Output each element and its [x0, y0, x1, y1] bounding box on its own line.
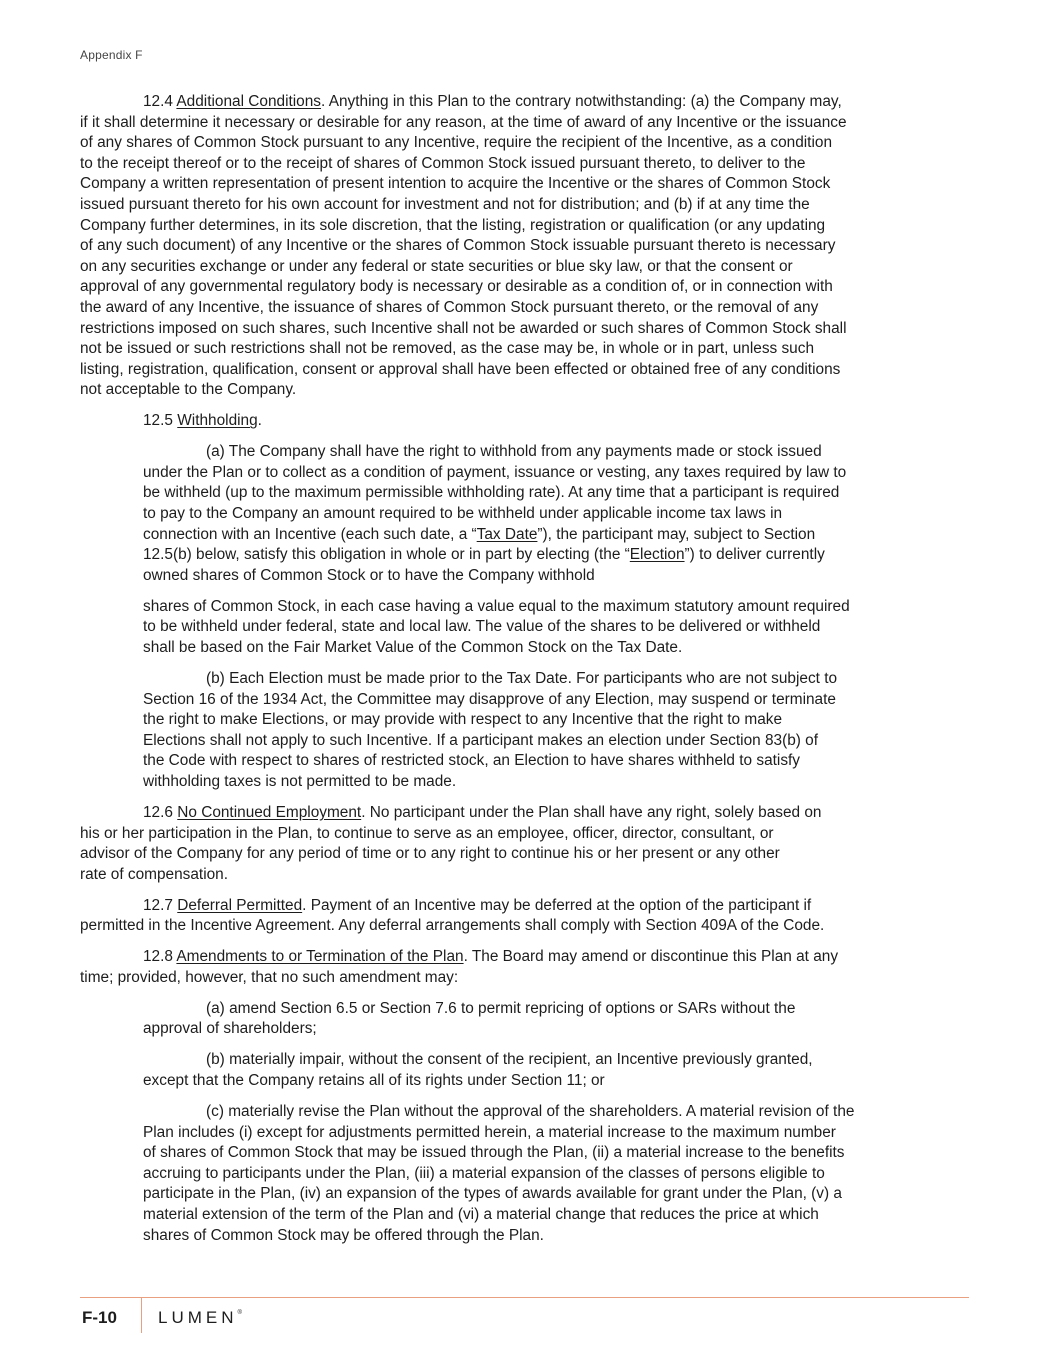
running-header: Appendix F: [80, 48, 143, 62]
subsection-first-line: (c) materially revise the Plan without the approval of the shareholders. A material revision of the: [206, 1103, 855, 1121]
section-12-6-first-line: 12.6 No Continued Employment. No participant under the Plan shall have any right, solely based on: [143, 803, 822, 821]
section-title: No Continued Employment: [177, 803, 362, 821]
body-line: Elections shall not apply to such Incentive. If a participant makes an election under Section 83(b) of: [143, 731, 819, 749]
section-number: 12.6: [143, 803, 173, 821]
body-line: to be withheld under federal, state and local law. The value of the shares to be delivered or withheld: [143, 618, 821, 636]
body-line: of shares of Common Stock that may be issued through the Plan, (ii) a material increase to the benefits: [143, 1144, 845, 1162]
section-title: Withholding: [177, 412, 258, 430]
body-line: under the Plan or to collect as a condition of payment, issuance or vesting, any taxes required by law to: [143, 463, 847, 481]
body-line: connection with an Incentive (each such date, a “Tax Date”), the participant may, subject to Section: [143, 525, 816, 543]
body-line: shares of Common Stock may be offered through the Plan.: [143, 1226, 544, 1244]
body-line: his or her participation in the Plan, to continue to serve as an employee, officer, director, consultant, or: [80, 824, 774, 842]
body-line: to the receipt thereof or to the receipt of shares of Common Stock issued pursuant thereto, to deliver to the: [80, 154, 806, 172]
body-line: permitted in the Incentive Agreement. Any deferral arrangements shall comply with Section 409A of the Code.: [80, 917, 825, 935]
section-12-8-b: [80, 1050, 980, 1091]
section-12-5-b: [80, 669, 980, 793]
section-12-4: [80, 92, 980, 401]
section-12-7-first-line: 12.7 Deferral Permitted. Payment of an Incentive may be deferred at the option of the participant if: [143, 896, 812, 914]
section-title: Amendments to or Termination of the Plan: [176, 948, 464, 966]
section-12-5-a: [80, 442, 980, 586]
body-line: not acceptable to the Company.: [80, 381, 297, 399]
body-line: material extension of the term of the Plan and (vi) a material change that reduces the price at which: [143, 1206, 819, 1223]
body-line: of any shares of Common Stock pursuant to any Incentive, require the recipient of the Incentive, as a condition: [80, 134, 832, 152]
body-line: the award of any Incentive, the issuance of shares of Common Stock pursuant thereto, or the removal of any: [80, 298, 819, 316]
body-line: the right to make Elections, or may provide with respect to any Incentive that the right to make: [143, 711, 783, 729]
body-line: except that the Company retains all of its rights under Section 11; or: [143, 1072, 605, 1090]
body-line: issued pursuant thereto for his own account for investment and not for distribution; and (b) if at any time the: [80, 195, 810, 213]
body-line: Plan includes (i) except for adjustments permitted herein, a material increase to the maximum number: [143, 1123, 836, 1141]
body-line: advisor of the Company for any period of time or to any right to continue his or her present or any other: [80, 845, 780, 863]
subsection-first-line: (b) Each Election must be made prior to the Tax Date. For participants who are not subject to: [206, 670, 838, 687]
section-12-5-a-continuation: [80, 597, 980, 659]
section-12-5-heading: 12.5 Withholding.: [143, 412, 262, 430]
section-12-8-a: [80, 999, 980, 1040]
section-12-6: [80, 803, 980, 885]
body-line: Section 16 of the 1934 Act, the Committee may disapprove of any Election, may suspend or terminate: [143, 690, 836, 708]
section-12-8: [80, 947, 980, 988]
footer-divider: [80, 1297, 969, 1298]
section-12-8-first-line: 12.8 Amendments to or Termination of the Plan. The Board may amend or discontinue this Plan at any: [143, 948, 839, 966]
registered-mark-icon: ®: [237, 1310, 242, 1316]
body-line: Company a written representation of present intention to acquire the Incentive or the shares of Common Stock: [80, 175, 831, 193]
body-line: not be issued or such restrictions shall not be removed, as the case may be, in whole or in part, unless such: [80, 340, 815, 358]
defined-term-election: Election: [629, 546, 685, 564]
section-title: Deferral Permitted: [177, 896, 303, 914]
body-line: 12.5(b) below, satisfy this obligation in whole or in part by electing (the “Election”) to deliver currently: [143, 546, 825, 564]
document-body: [80, 92, 980, 1257]
body-line: be withheld (up to the maximum permissible withholding rate). At any time that a participant is required: [143, 484, 840, 502]
body-line: on any securities exchange or under any federal or state securities or blue sky law, or that the consent or: [80, 257, 793, 275]
body-line: if it shall determine it necessary or desirable for any reason, at the time of award of any Incentive or the issuance: [80, 113, 847, 131]
footer-vertical-divider: [141, 1298, 142, 1333]
section-12-4-first-line: 12.4 Additional Conditions. Anything in this Plan to the contrary notwithstanding: (a) the Company may,: [143, 93, 842, 110]
body-line: owned shares of Common Stock or to have the Company withhold: [143, 566, 595, 584]
subsection-first-line: (a) The Company shall have the right to withhold from any payments made or stock issued: [206, 443, 822, 461]
subsection-first-line: (b) materially impair, without the consent of the recipient, an Incentive previously granted,: [206, 1051, 813, 1069]
body-line: time; provided, however, that no such amendment may:: [80, 968, 459, 986]
section-12-7: [80, 896, 980, 937]
defined-term-tax-date: Tax Date: [476, 525, 538, 543]
body-line: of any such document) of any Incentive or the shares of Common Stock issuable pursuant thereto is necessary: [80, 237, 836, 255]
body-line: withholding taxes is not permitted to be made.: [143, 772, 457, 790]
body-line: accruing to participants under the Plan, (iii) a material expansion of the classes of persons eligible to: [143, 1164, 825, 1182]
body-line: Company further determines, in its sole discretion, that the listing, registration or qualification (or any updating: [80, 216, 826, 234]
section-title: Additional Conditions: [176, 93, 322, 110]
section-number: 12.8: [143, 948, 173, 966]
lumen-logo: [158, 1308, 242, 1328]
body-line: rate of compensation.: [80, 865, 229, 883]
body-line: participate in the Plan, (iv) an expansion of the types of awards available for grant under the Plan, (v) a: [143, 1185, 842, 1203]
section-number: 12.4: [143, 93, 173, 110]
body-line: shares of Common Stock, in each case having a value equal to the maximum statutory amount required: [143, 597, 850, 615]
body-line: restrictions imposed on such shares, such Incentive shall not be awarded or such shares of Common Stock shall: [80, 319, 847, 337]
body-line: approval of any governmental regulatory body is necessary or desirable as a condition of, or in connection with: [80, 278, 833, 296]
page-number: F-10: [82, 1308, 117, 1327]
body-line: shall be based on the Fair Market Value of the Common Stock on the Tax Date.: [143, 639, 683, 657]
section-number: 12.5: [143, 412, 173, 430]
brand-wordmark: LUMEN: [158, 1308, 238, 1327]
section-12-5: [80, 411, 980, 432]
body-line: listing, registration, qualification, consent or approval shall have been effected or obtained free of any conditions: [80, 360, 841, 378]
section-12-8-c: [80, 1102, 980, 1246]
body-line: approval of shareholders;: [143, 1020, 317, 1038]
body-line: to pay to the Company an amount required to be withheld under applicable income tax laws in: [143, 505, 783, 523]
subsection-first-line: (a) amend Section 6.5 or Section 7.6 to permit repricing of options or SARs without the: [206, 999, 796, 1017]
section-number: 12.7: [143, 896, 173, 914]
body-line: the Code with respect to shares of restricted stock, an Election to have shares withheld to satisfy: [143, 752, 800, 770]
